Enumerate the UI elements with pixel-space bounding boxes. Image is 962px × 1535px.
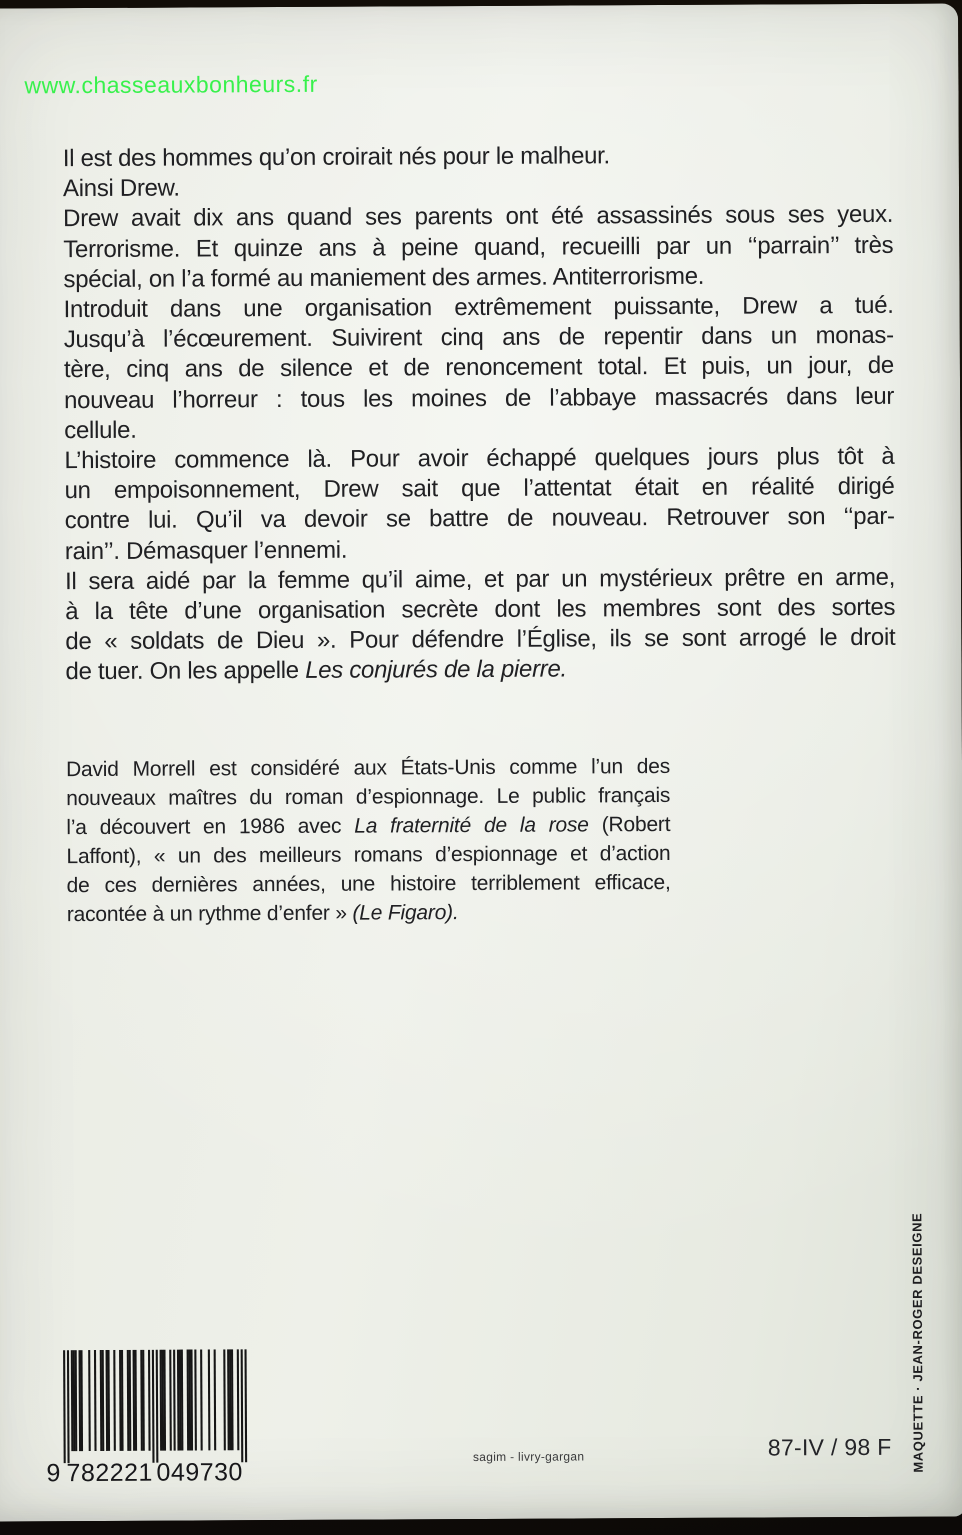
text-line: un empoisonnement, Drew sait que l’attentat était en réalité dirigé (64, 473, 895, 505)
text-line: contre lui. Qu’il va devoir se battre de nouveau. Retrouver son ‘‘par- (64, 503, 895, 535)
text-line: racontée à un rythme d’enfer » (Le Figaro). (66, 901, 459, 927)
edition-price: 87-IV / 98 F (767, 1433, 892, 1461)
text-line: Introduit dans une organisation extrêmement puissante, Drew a tué. (63, 291, 894, 324)
text-line: Terrorisme. Et quinze ans à peine quand, recueilli par un ‘‘parrain’’ très (63, 231, 894, 263)
text-line: Ainsi Drew. (62, 174, 180, 203)
text-line: Jusqu’à l’écœurement. Suivirent cinq ans de repentir dans un monas- (63, 322, 894, 354)
text-line: Il sera aidé par la femme qu’il aime, et par un mystérieux prêtre en arme, (64, 563, 896, 595)
text-line: de tuer. On les appelle Les conjurés de la pierre. (65, 655, 567, 686)
text-line: Laffont), « un des meilleurs romans d’espionnage et d’action (66, 841, 671, 869)
text-line: l’a découvert en 1986 avec La fraternité de la rose (Robert (66, 812, 671, 840)
text-line: nouveaux maîtres du roman d’espionnage. Le public français (66, 783, 671, 811)
text-line: de ces dernières années, une histoire terriblement efficace, (66, 870, 671, 898)
book-back-cover (0, 3, 962, 1521)
text-line: L’histoire commence là. Pour avoir échappé quelques jours plus tôt à (64, 442, 895, 475)
text-line: spécial, on l’a formé au maniement des armes. Antiterrorisme. (63, 262, 705, 293)
svg-text:782221: 782221 (66, 1458, 154, 1488)
text-line: Il est des hommes qu’on croirait nés pour le malheur. (62, 142, 610, 173)
text-line: nouveau l’horreur : tous les moines de l’abbaye massacrés dans leur (64, 382, 895, 414)
text-line: à la tête d’une organisation secrète dont les membres sont des sortes (65, 593, 896, 626)
printer-credit: sagim - livry-gargan (472, 1449, 585, 1465)
text-line: tère, cinq ans de silence et de renoncement total. Et puis, un jour, de (63, 352, 894, 384)
synopsis-text (63, 140, 896, 688)
maquette-credit: MAQUETTE · JEAN-ROGER DESEIGNE (909, 1212, 926, 1473)
watermark-url: www.chasseauxbonheurs.fr (24, 70, 318, 99)
text-line: rain’’. Démasquer l’ennemi. (64, 536, 348, 565)
svg-text:9: 9 (46, 1459, 61, 1488)
svg-text:049730: 049730 (156, 1458, 244, 1487)
text-line: David Morrell est considéré aux États-Unis comme l’un des (65, 754, 671, 782)
author-bio (66, 752, 671, 929)
text-line: Drew avait dix ans quand ses parents ont été assassinés sous ses yeux. (63, 201, 894, 233)
text-line: cellule. (64, 416, 137, 444)
barcode-bars (41, 1349, 258, 1490)
text-line: de « soldats de Dieu ». Pour défendre l’Église, ils se sont arrogé le droit (65, 624, 896, 656)
barcode (41, 1349, 258, 1490)
